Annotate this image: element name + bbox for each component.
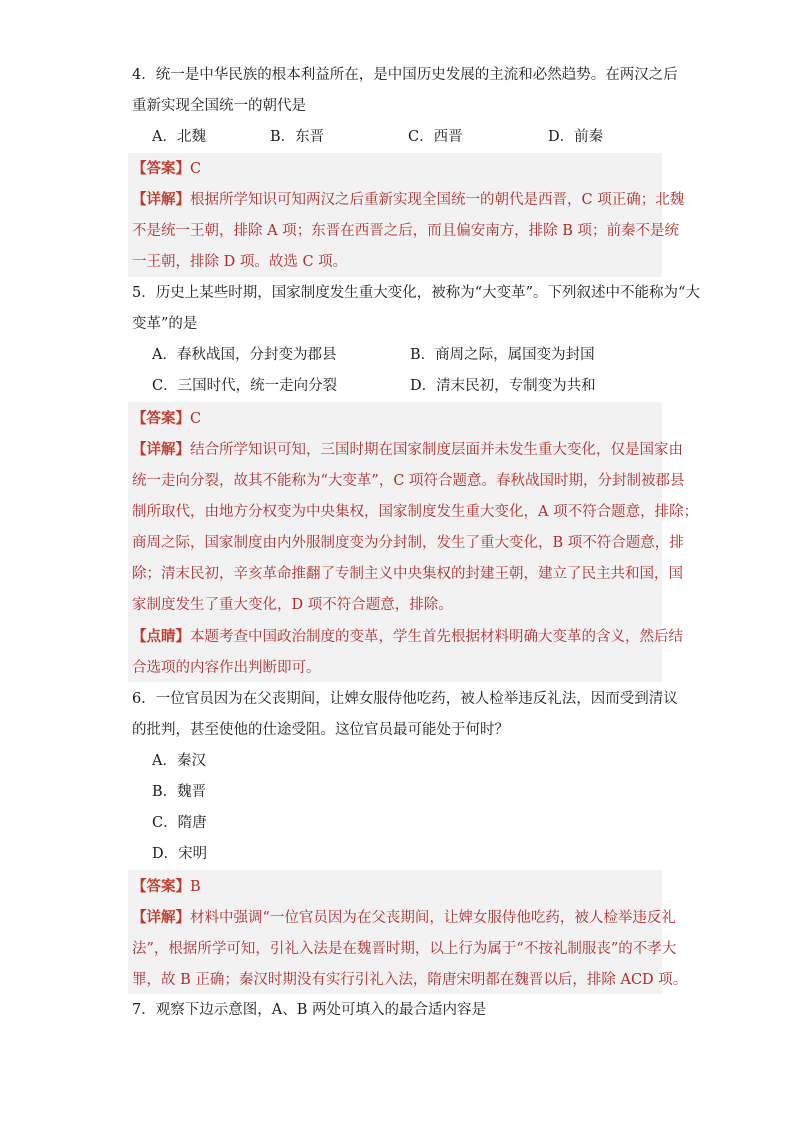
- explain-line: 制所取代，由地方分权变为中央集权，国家制度发生重大变化，A 项不符合题意，排除；: [132, 504, 699, 520]
- question-5-options: [152, 340, 652, 402]
- q4-option-c: C．西晋: [408, 129, 463, 145]
- q6-option-d: D．宋明: [152, 846, 208, 862]
- answer-value: C: [190, 161, 202, 177]
- explain-line: 根据所学知识可知两汉之后重新实现全国统一的朝代是西晋，C 项正确；北魏: [190, 192, 685, 208]
- answer-tag: 【答案】: [132, 160, 190, 177]
- explain-line: 除；清末民初，辛亥革命推翻了专制主义中央集权的封建王朝，建立了民主共和国，国: [132, 566, 683, 582]
- answer-tag: 【答案】: [132, 410, 190, 427]
- q4-option-b: B．东晋: [270, 129, 325, 145]
- question-7-line-1: 7．观察下边示意图，A、B 两处可填入的最合适内容是: [132, 1002, 486, 1018]
- question-5-line-2: 变革”的是: [132, 316, 198, 332]
- q4-explanation: [132, 184, 685, 278]
- q6-option-b: B．魏晋: [152, 784, 207, 800]
- explain-tag: 【详解】: [132, 909, 190, 926]
- explain-line: 一王朝，排除 D 项。故选 C 项。: [132, 254, 348, 270]
- explain-line: 不是统一王朝，排除 A 项；东晋在西晋之后，而且偏安南方，排除 B 项；前秦不是统: [132, 223, 680, 239]
- q6-explanation: [132, 902, 688, 996]
- question-4: [132, 60, 678, 122]
- q6-answer: [132, 871, 662, 903]
- question-7: [132, 995, 662, 1026]
- question-4-line-2: 重新实现全国统一的朝代是: [132, 98, 306, 114]
- point-line: 本题考查中国政治制度的变革，学生首先根据材料明确大变革的含义，然后结: [190, 629, 683, 645]
- q5-answer: [132, 403, 662, 435]
- q5-option-b: B．商周之际，属国变为封国: [410, 347, 595, 363]
- explain-tag: 【详解】: [132, 191, 190, 208]
- explain-line: 法”，根据所学可知，引礼入法是在魏晋时期，以上行为属于“不按礼制服丧”的不孝大: [132, 941, 677, 957]
- explain-line: 统一走向分裂，故其不能称为“大变革”，C 项符合题意。春秋战国时期，分封制被郡县: [132, 473, 685, 489]
- answer-value: B: [190, 879, 201, 895]
- q4-option-a: A．北魏: [152, 129, 206, 145]
- question-6: [132, 684, 678, 746]
- question-4-line-1: 4．统一是中华民族的根本利益所在，是中国历史发展的主流和必然趋势。在两汉之后: [132, 67, 678, 83]
- explain-line: 商周之际，国家制度由内外服制度变为分封制，发生了重大变化，B 项不符合题意，排: [132, 535, 684, 551]
- explain-line: 罪，故 B 正确；秦汉时期没有实行引礼入法，隋唐宋明都在魏晋以后，排除 ACD 项。: [132, 972, 688, 988]
- answer-value: C: [190, 411, 202, 427]
- question-6-line-2: 的批判，甚至使他的仕途受阻。这位官员最可能处于何时？: [132, 722, 509, 738]
- q6-option-c: C．隋唐: [152, 815, 207, 831]
- q5-explanation: [132, 434, 699, 621]
- explain-line: 家制度发生了重大变化，D 项不符合题意，排除。: [132, 597, 453, 613]
- question-5-line-1: 5．历史上某些时期，国家制度发生重大变化，被称为“大变革”。下列叙述中不能称为“大: [132, 285, 700, 301]
- q6-option-a: A．秦汉: [152, 753, 206, 769]
- q5-option-c: C．三国时代，统一走向分裂: [152, 378, 338, 394]
- q5-key-point: [132, 621, 683, 684]
- explain-line: 材料中强调“一位官员因为在父丧期间，让婢女服侍他吃药，被人检举违反礼: [190, 910, 676, 926]
- explain-tag: 【详解】: [132, 441, 190, 458]
- q5-option-d: D．清末民初，专制变为共和: [410, 378, 596, 394]
- point-tag: 【点睛】: [132, 628, 190, 645]
- question-6-options: [152, 746, 652, 870]
- answer-tag: 【答案】: [132, 878, 190, 895]
- question-5: [132, 278, 700, 340]
- explain-line: 结合所学知识可知，三国时期在国家制度层面并未发生重大变化，仅是国家由: [190, 442, 683, 458]
- q5-option-a: A．春秋战国，分封变为郡县: [152, 347, 337, 363]
- q4-option-d: D．前秦: [548, 129, 604, 145]
- q4-answer: [132, 153, 662, 185]
- question-4-options: [152, 122, 652, 153]
- question-6-line-1: 6．一位官员因为在父丧期间，让婢女服侍他吃药，被人检举违反礼法，因而受到清议: [132, 691, 678, 707]
- point-line: 合选项的内容作出判断即可。: [132, 660, 321, 676]
